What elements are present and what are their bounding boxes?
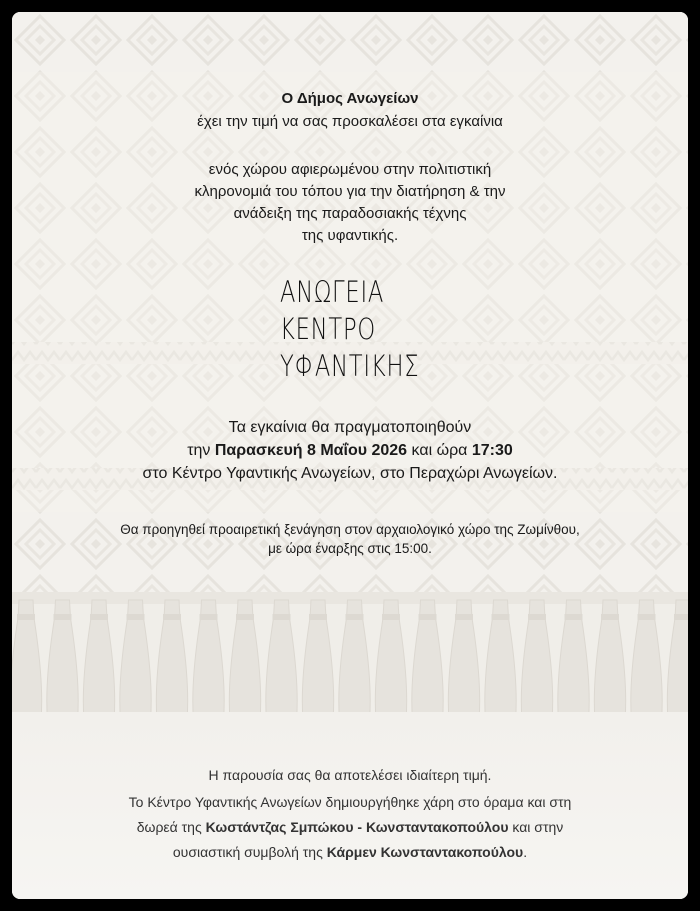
tassel-knot bbox=[492, 614, 510, 620]
tassel-knot bbox=[528, 614, 546, 620]
contribution-prefix: ουσιαστική συμβολή της bbox=[172, 844, 327, 860]
tassel-knot bbox=[200, 614, 218, 620]
event-time: 17:30 bbox=[471, 442, 513, 459]
credit-prefix: δωρεά της bbox=[136, 819, 206, 835]
tassel-knot bbox=[638, 614, 656, 620]
tassel-knot bbox=[419, 614, 437, 620]
tassel-knot bbox=[54, 614, 72, 620]
tour-line-1: Θα προηγηθεί προαιρετική ξενάγηση στον αρχαιολογικό χώρο της Ζωμίνθου, bbox=[120, 522, 580, 537]
credit-line-2 bbox=[12, 815, 688, 839]
tour-line-2: με ώρα έναρξης στις 15:00. bbox=[268, 541, 432, 556]
donor-name: Κωστάντζας Σμπώκου - Κωνσταντακοπούλου bbox=[205, 819, 509, 835]
tassel-knot bbox=[163, 614, 181, 620]
organizer-title: Ο Δήμος Ανωγείων bbox=[281, 90, 419, 107]
invitation-card bbox=[12, 12, 688, 899]
event-intro: Τα εγκαίνια θα πραγματοποιηθούν bbox=[228, 419, 472, 436]
event-datetime bbox=[12, 440, 688, 461]
tassel-knot bbox=[90, 614, 108, 620]
tassel-knot bbox=[674, 614, 688, 620]
tassel-knot bbox=[455, 614, 473, 620]
event-date: Παρασκευή 8 Μαΐου 2026 bbox=[214, 442, 408, 459]
logo-line-3: ΥΦΑΝΤΙΚΗΣ bbox=[280, 349, 420, 383]
credit-suffix: και στην bbox=[508, 819, 564, 835]
contributor-name: Κάρμεν Κωνσταντακοπούλου bbox=[326, 844, 524, 860]
description-line-3: ανάδειξη της παραδοσιακής τέχνης bbox=[233, 205, 467, 222]
date-prefix: την bbox=[187, 442, 215, 459]
time-prefix: και ώρα bbox=[407, 442, 472, 459]
contribution-suffix: . bbox=[523, 844, 528, 860]
logo-line-2: ΚΕΝΤΡΟ bbox=[280, 312, 376, 346]
credit-line-1: Το Κέντρο Υφαντικής Ανωγείων δημιουργήθηκε χάρη στο όραμα και στη bbox=[128, 794, 572, 810]
logo-line-1: ΑΝΩΓΕΙΑ bbox=[280, 275, 385, 309]
tassel-knot bbox=[382, 614, 400, 620]
honor-line: Η παρουσία σας θα αποτελέσει ιδιαίτερη τιμή. bbox=[208, 767, 492, 783]
tassel-knot bbox=[601, 614, 619, 620]
weaving-center-logo bbox=[280, 274, 430, 385]
description-line-1: ενός χώρου αφιερωμένου στην πολιτιστική bbox=[208, 161, 492, 178]
tassel-knot bbox=[236, 614, 254, 620]
description-line-4: της υφαντικής. bbox=[301, 227, 399, 244]
invite-line: έχει την τιμή να σας προσκαλέσει στα εγκαίνια bbox=[197, 113, 503, 130]
tassel-knot bbox=[346, 614, 364, 620]
tassel-knot bbox=[309, 614, 327, 620]
tassel-knot bbox=[127, 614, 145, 620]
tassel-knot bbox=[273, 614, 291, 620]
tassel-knot bbox=[565, 614, 583, 620]
tassel-knot bbox=[17, 614, 35, 620]
credit-line-3 bbox=[12, 840, 688, 864]
tassel-fringe bbox=[12, 592, 688, 732]
event-location: στο Κέντρο Υφαντικής Ανωγείων, στο Περαχώρι Ανωγείων. bbox=[142, 465, 558, 482]
description-line-2: κληρονομιά του τόπου για την διατήρηση & την bbox=[194, 183, 506, 200]
